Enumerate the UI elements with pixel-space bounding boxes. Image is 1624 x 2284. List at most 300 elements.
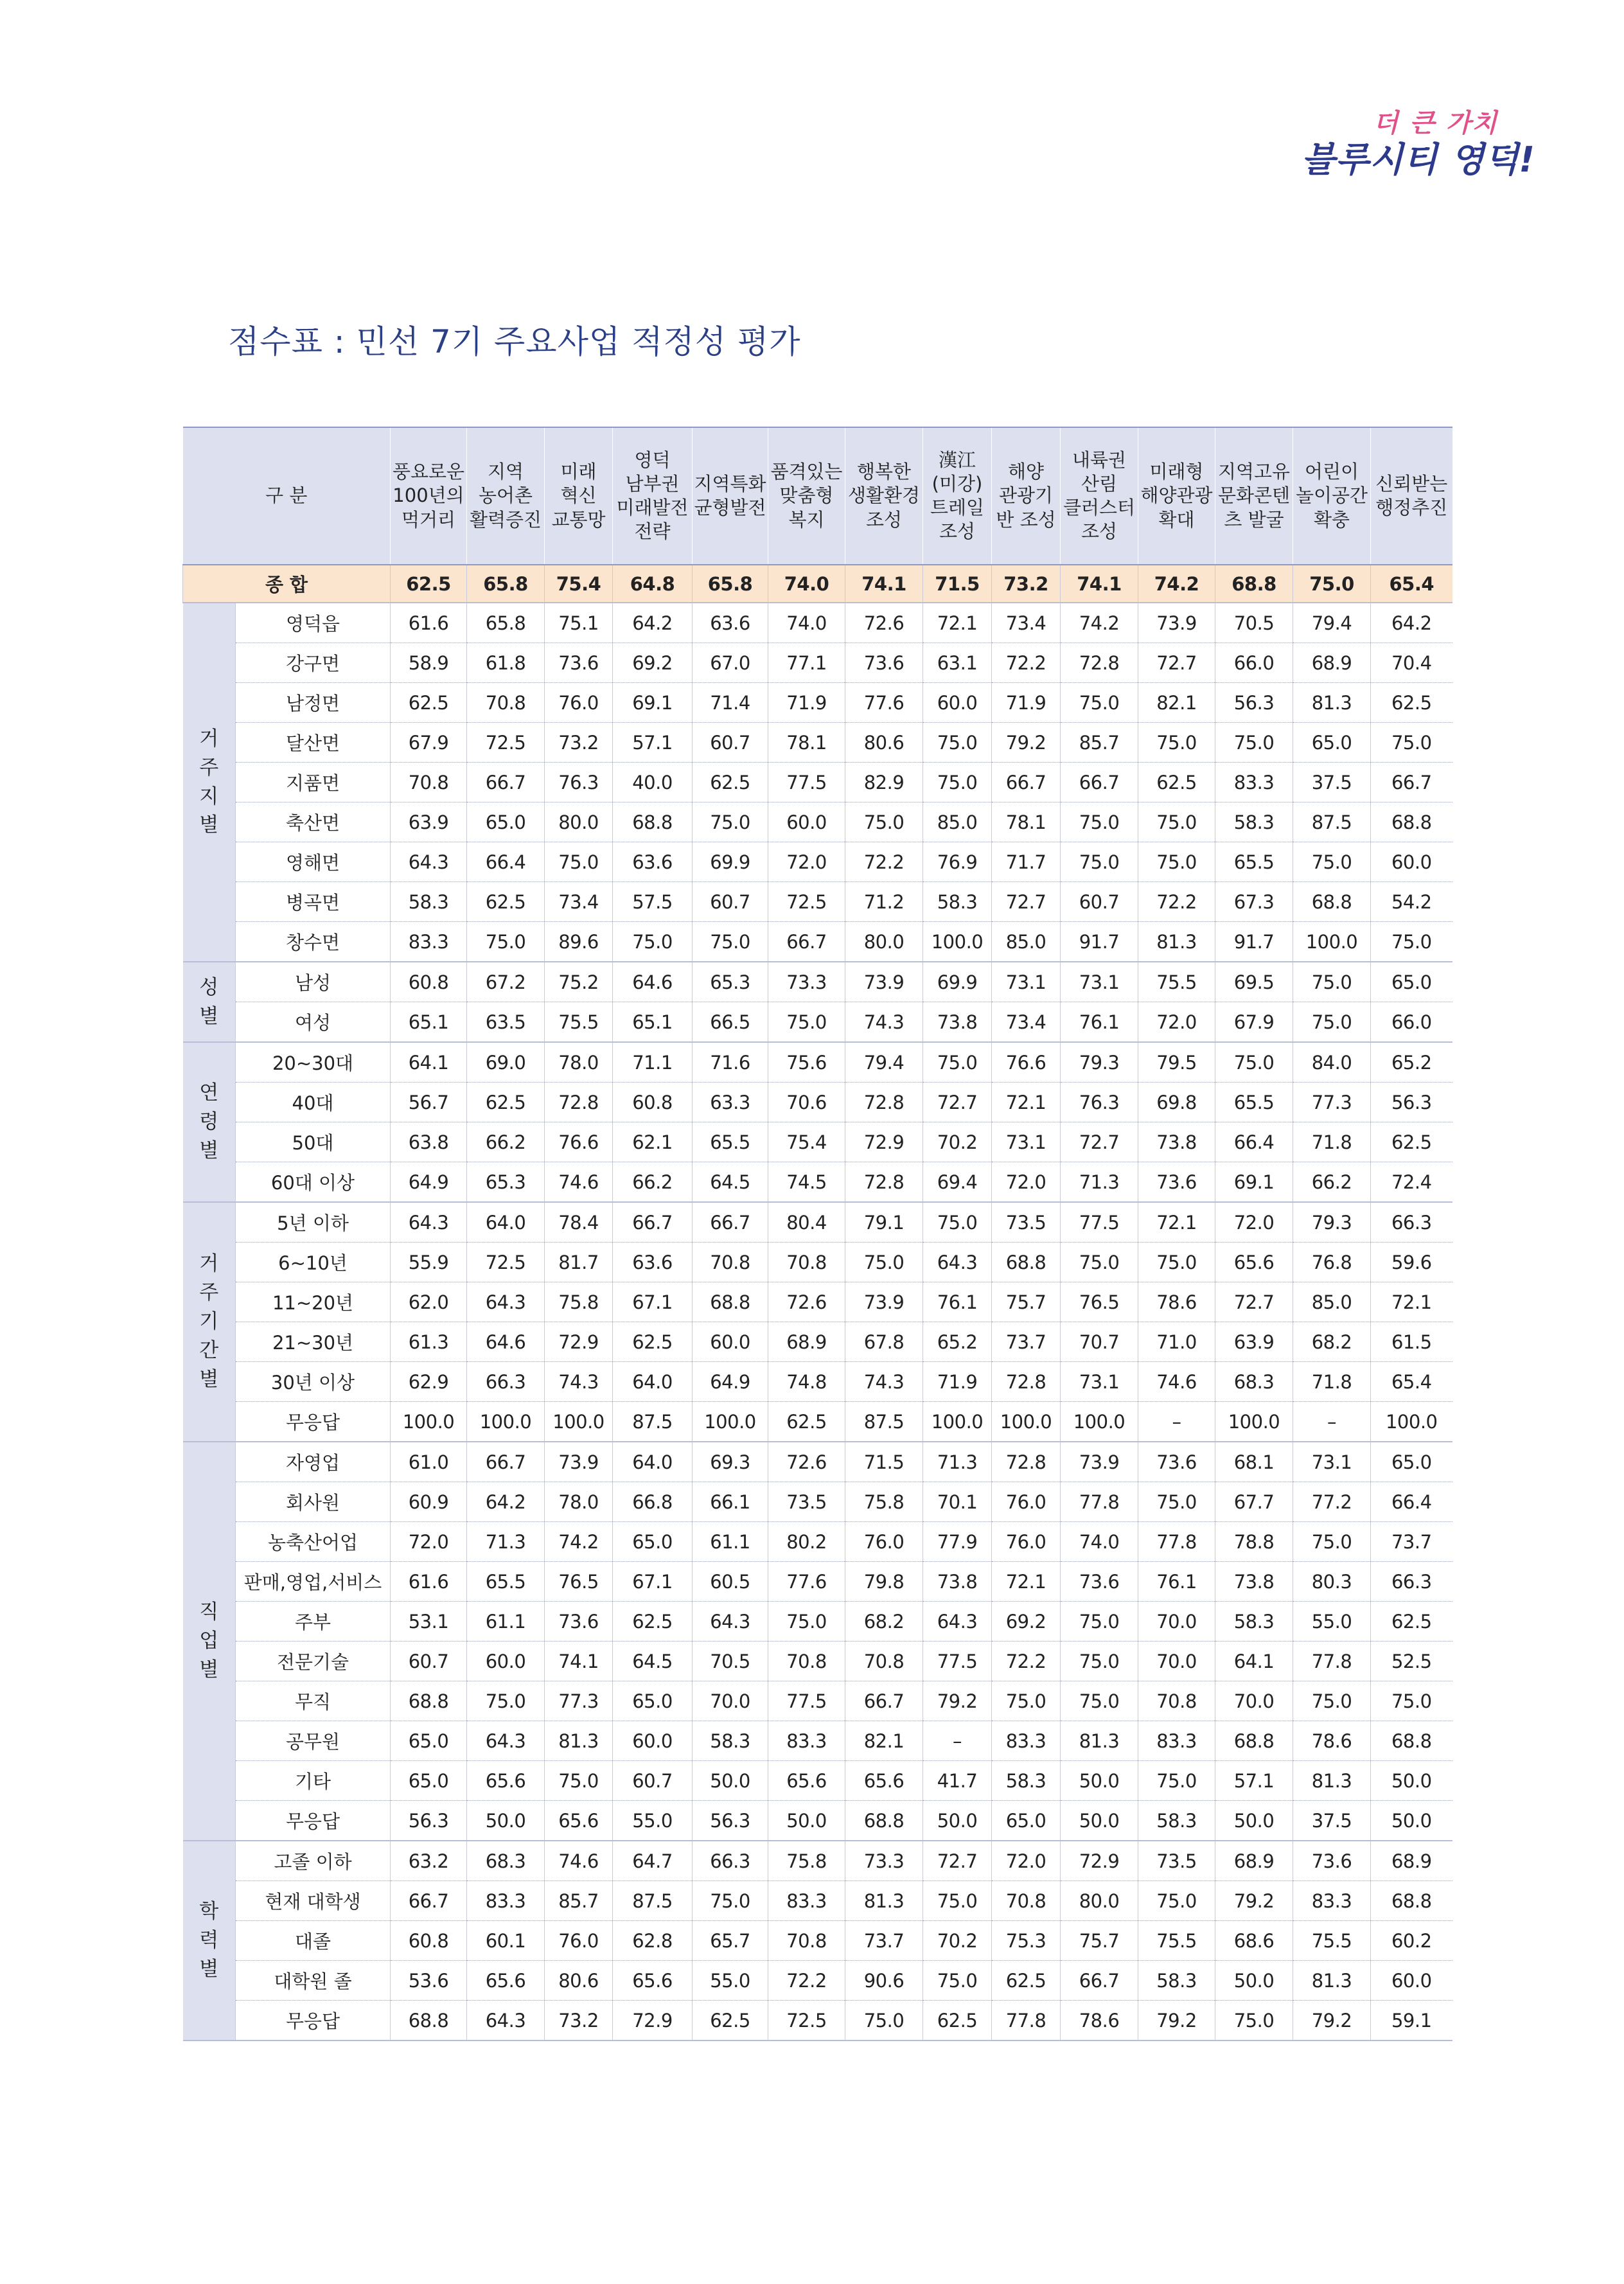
score-cell: 72.5 <box>768 882 845 922</box>
score-cell: 75.8 <box>845 1482 923 1522</box>
score-cell: 66.0 <box>1215 643 1293 683</box>
score-cell: 73.5 <box>992 1202 1061 1243</box>
score-cell: 72.9 <box>613 2001 693 2041</box>
score-cell: 53.6 <box>391 1961 467 2001</box>
score-cell: 68.9 <box>1371 1841 1452 1881</box>
score-cell: 75.0 <box>1293 962 1371 1002</box>
table-row <box>183 1602 1452 1642</box>
score-cell: 64.3 <box>391 1202 467 1243</box>
score-cell: 79.4 <box>1293 603 1371 643</box>
score-cell: 75.0 <box>923 1881 992 1921</box>
score-cell: 79.4 <box>845 1042 923 1083</box>
score-cell: 69.4 <box>923 1162 992 1203</box>
score-cell: 60.0 <box>1371 842 1452 882</box>
row-label: 창수면 <box>236 922 391 962</box>
score-cell: 68.8 <box>845 1801 923 1841</box>
score-cell: 71.5 <box>845 1442 923 1482</box>
score-cell: 66.3 <box>467 1362 545 1402</box>
score-cell: 74.6 <box>1138 1362 1215 1402</box>
score-cell: 69.2 <box>992 1602 1061 1642</box>
score-cell: 82.1 <box>1138 683 1215 723</box>
score-cell: 83.3 <box>768 1881 845 1921</box>
score-cell: 82.1 <box>845 1721 923 1761</box>
score-cell: 64.3 <box>467 2001 545 2041</box>
score-cell: 37.5 <box>1293 763 1371 802</box>
row-label: 11~20년 <box>236 1282 391 1322</box>
table-row <box>183 1202 1452 1243</box>
total-value: 75.0 <box>1293 565 1371 603</box>
score-cell: 64.3 <box>467 1721 545 1761</box>
score-cell: 100.0 <box>693 1402 768 1442</box>
score-cell: 77.9 <box>923 1522 992 1562</box>
score-cell: 73.6 <box>845 643 923 683</box>
header-label-line: (미강) <box>931 472 983 495</box>
score-cell: 59.6 <box>1371 1243 1452 1282</box>
table-row <box>183 842 1452 882</box>
score-cell: 75.5 <box>1138 1921 1215 1961</box>
table-row <box>183 643 1452 683</box>
score-cell: 58.3 <box>1138 1961 1215 2001</box>
header-label-line: 반 조성 <box>996 508 1056 531</box>
score-cell: 75.0 <box>1138 1243 1215 1282</box>
header-label-line: 먹거리 <box>401 508 456 531</box>
score-cell: 72.2 <box>992 643 1061 683</box>
score-cell: 60.8 <box>391 962 467 1002</box>
score-cell: 65.0 <box>992 1801 1061 1841</box>
header-column-9 <box>992 427 1061 565</box>
score-cell: 64.0 <box>467 1202 545 1243</box>
table-row <box>183 1562 1452 1602</box>
row-label: 5년 이하 <box>236 1202 391 1243</box>
score-cell: 78.0 <box>545 1482 613 1522</box>
score-cell: 65.5 <box>1215 842 1293 882</box>
score-cell: 81.3 <box>845 1881 923 1921</box>
header-corner: 구 분 <box>183 427 391 565</box>
score-cell: 71.7 <box>992 842 1061 882</box>
score-cell: 62.5 <box>391 683 467 723</box>
score-cell: 62.5 <box>1371 683 1452 723</box>
score-cell: 73.4 <box>992 603 1061 643</box>
score-cell: 76.9 <box>923 842 992 882</box>
score-cell: 76.1 <box>923 1282 992 1322</box>
score-cell: 79.3 <box>1061 1042 1138 1083</box>
score-cell: 81.3 <box>1293 1961 1371 2001</box>
score-cell: 70.1 <box>923 1482 992 1522</box>
score-cell: 73.6 <box>1061 1562 1138 1602</box>
row-label: 현재 대학생 <box>236 1881 391 1921</box>
total-value: 74.2 <box>1138 565 1215 603</box>
score-cell: 75.0 <box>1061 1681 1138 1721</box>
score-cell: 75.0 <box>467 1681 545 1721</box>
score-cell: 60.9 <box>391 1482 467 1522</box>
score-cell: 60.0 <box>923 683 992 723</box>
score-cell: 73.3 <box>768 962 845 1002</box>
score-cell: 90.6 <box>845 1961 923 2001</box>
score-cell: 65.0 <box>467 802 545 842</box>
group-label-char: 업 <box>199 1629 219 1653</box>
score-cell: 73.4 <box>992 1002 1061 1043</box>
score-cell: 72.8 <box>992 1442 1061 1482</box>
score-cell: 75.0 <box>1293 842 1371 882</box>
score-cell: 62.5 <box>1371 1602 1452 1642</box>
score-cell: 68.8 <box>391 2001 467 2041</box>
score-cell: 81.3 <box>1293 683 1371 723</box>
score-cell: 81.3 <box>545 1721 613 1761</box>
score-cell: 65.6 <box>768 1761 845 1801</box>
header-column-8 <box>923 427 992 565</box>
total-value: 71.5 <box>923 565 992 603</box>
score-cell: 73.9 <box>1138 603 1215 643</box>
table-row <box>183 1442 1452 1482</box>
score-cell: 73.6 <box>545 643 613 683</box>
score-cell: 75.0 <box>1138 802 1215 842</box>
score-cell: 61.6 <box>391 1562 467 1602</box>
score-cell: 83.3 <box>768 1721 845 1761</box>
score-cell: 79.2 <box>1293 2001 1371 2041</box>
score-cell: 65.0 <box>1371 962 1452 1002</box>
score-cell: 72.7 <box>1061 1122 1138 1162</box>
score-cell: 67.8 <box>845 1322 923 1362</box>
score-cell: 65.6 <box>467 1961 545 2001</box>
score-cell: 77.5 <box>1061 1202 1138 1243</box>
group-label-char: 주 <box>199 756 219 779</box>
row-label: 병곡면 <box>236 882 391 922</box>
score-cell: 72.6 <box>768 1442 845 1482</box>
score-cell: 72.0 <box>1215 1202 1293 1243</box>
score-cell: 68.8 <box>391 1681 467 1721</box>
table-row <box>183 603 1452 643</box>
header-label-line: 해양관광 <box>1140 484 1213 507</box>
score-cell: 66.7 <box>1061 763 1138 802</box>
score-cell: 87.5 <box>613 1402 693 1442</box>
score-cell: 75.5 <box>1293 1921 1371 1961</box>
score-cell: 65.3 <box>693 962 768 1002</box>
score-cell: 62.5 <box>693 2001 768 2041</box>
score-cell: 75.0 <box>923 723 992 763</box>
score-cell: 72.0 <box>1138 1002 1215 1043</box>
group-label-char: 간 <box>199 1338 219 1362</box>
score-cell: 71.8 <box>1293 1362 1371 1402</box>
group-label-char: 별 <box>199 813 219 837</box>
score-cell: 74.6 <box>545 1841 613 1881</box>
score-cell: 74.3 <box>845 1002 923 1043</box>
score-cell: 67.9 <box>391 723 467 763</box>
table-row <box>183 1761 1452 1801</box>
score-cell: 71.9 <box>923 1362 992 1402</box>
row-label: 대학원 졸 <box>236 1961 391 2001</box>
total-value: 65.4 <box>1371 565 1452 603</box>
score-cell: 50.0 <box>467 1801 545 1841</box>
score-cell: 78.6 <box>1293 1721 1371 1761</box>
score-cell: 79.8 <box>845 1562 923 1602</box>
score-cell: 63.2 <box>391 1841 467 1881</box>
header-column-2 <box>467 427 545 565</box>
header-label-line: 놀이공간 <box>1295 484 1368 507</box>
header-row <box>183 427 1452 565</box>
row-label: 공무원 <box>236 1721 391 1761</box>
score-cell: 80.0 <box>1061 1881 1138 1921</box>
score-cell: 68.8 <box>1293 882 1371 922</box>
score-cell: 73.6 <box>1138 1162 1215 1203</box>
score-cell: 70.4 <box>1371 643 1452 683</box>
score-cell: 75.0 <box>1138 1761 1215 1801</box>
score-cell: 61.0 <box>391 1442 467 1482</box>
header-label-line: 농어촌 <box>478 484 533 507</box>
score-cell: 72.7 <box>992 882 1061 922</box>
score-cell: 64.3 <box>391 842 467 882</box>
score-cell: 61.1 <box>467 1602 545 1642</box>
score-cell: 75.0 <box>1293 1681 1371 1721</box>
score-cell: 72.1 <box>1371 1282 1452 1322</box>
table-row <box>183 802 1452 842</box>
table-row <box>183 1282 1452 1322</box>
score-cell: 66.3 <box>1371 1562 1452 1602</box>
score-cell: 62.5 <box>768 1402 845 1442</box>
score-cell: 75.7 <box>992 1282 1061 1322</box>
score-cell: 57.5 <box>613 882 693 922</box>
table-row <box>183 763 1452 802</box>
row-label: 고졸 이하 <box>236 1841 391 1881</box>
score-cell: 76.6 <box>545 1122 613 1162</box>
score-cell: 66.7 <box>391 1881 467 1921</box>
score-cell: 75.0 <box>1138 1482 1215 1522</box>
score-cell: 66.7 <box>467 763 545 802</box>
score-cell: 75.0 <box>1061 842 1138 882</box>
score-cell: 59.1 <box>1371 2001 1452 2041</box>
score-cell: 50.0 <box>768 1801 845 1841</box>
header-column-6 <box>768 427 845 565</box>
row-label: 무응답 <box>236 2001 391 2041</box>
score-cell: 76.6 <box>992 1042 1061 1083</box>
header-column-3 <box>545 427 613 565</box>
group-label-char: 직 <box>199 1600 219 1624</box>
score-cell: 67.3 <box>1215 882 1293 922</box>
score-cell: 74.0 <box>768 603 845 643</box>
score-cell: 72.5 <box>467 723 545 763</box>
score-cell: 64.2 <box>467 1482 545 1522</box>
score-cell: 61.1 <box>693 1522 768 1562</box>
score-cell: 71.9 <box>992 683 1061 723</box>
score-cell: 76.3 <box>545 763 613 802</box>
score-cell: 83.3 <box>467 1881 545 1921</box>
header-label-line: 내륙권 <box>1072 448 1127 471</box>
score-cell: 58.3 <box>1138 1801 1215 1841</box>
score-cell: 65.2 <box>1371 1042 1452 1083</box>
score-cell: 55.0 <box>693 1961 768 2001</box>
score-cell: 79.2 <box>992 723 1061 763</box>
score-cell: 65.3 <box>467 1162 545 1203</box>
score-cell: 63.6 <box>613 1243 693 1282</box>
score-cell: 75.0 <box>923 763 992 802</box>
score-cell: 75.0 <box>1371 922 1452 962</box>
row-label: 지품면 <box>236 763 391 802</box>
score-cell: 68.1 <box>1215 1442 1293 1482</box>
score-cell: 70.8 <box>768 1243 845 1282</box>
score-cell: 72.8 <box>545 1083 613 1122</box>
header-label-line: 전략 <box>634 520 671 543</box>
score-cell: 62.5 <box>467 882 545 922</box>
score-cell: 73.7 <box>845 1921 923 1961</box>
score-table-container <box>182 427 1452 2041</box>
score-cell: 75.0 <box>923 1961 992 2001</box>
score-cell: 78.1 <box>992 802 1061 842</box>
score-cell: 64.6 <box>467 1322 545 1362</box>
header-label-line: 조성 <box>865 508 903 531</box>
score-cell: 81.3 <box>1138 922 1215 962</box>
score-cell: 66.7 <box>1061 1961 1138 2001</box>
score-cell: 83.3 <box>391 922 467 962</box>
header-column-1 <box>391 427 467 565</box>
score-cell: 83.3 <box>992 1721 1061 1761</box>
total-value: 74.1 <box>845 565 923 603</box>
score-cell: 79.1 <box>845 1202 923 1243</box>
logo-line-2: 블루시티 영덕! <box>1301 139 1535 180</box>
score-cell: 69.1 <box>1215 1162 1293 1203</box>
score-cell: 50.0 <box>693 1761 768 1801</box>
score-cell: 64.2 <box>1371 603 1452 643</box>
header-label-line: 산림 <box>1081 472 1118 495</box>
score-cell: 69.2 <box>613 643 693 683</box>
score-cell: 70.0 <box>1138 1642 1215 1681</box>
row-label: 남정면 <box>236 683 391 723</box>
score-cell: 71.1 <box>613 1042 693 1083</box>
score-cell: 72.2 <box>992 1642 1061 1681</box>
score-cell: 75.0 <box>693 802 768 842</box>
score-cell: 40.0 <box>613 763 693 802</box>
score-cell: 67.7 <box>1215 1482 1293 1522</box>
score-cell: 79.5 <box>1138 1042 1215 1083</box>
header-column-11 <box>1138 427 1215 565</box>
score-cell: 72.6 <box>845 603 923 643</box>
score-cell: 72.1 <box>992 1562 1061 1602</box>
score-cell: 68.8 <box>613 802 693 842</box>
row-label: 무직 <box>236 1681 391 1721</box>
score-cell: 75.1 <box>545 603 613 643</box>
group-label-char: 연 <box>199 1081 219 1105</box>
score-cell: 64.1 <box>391 1042 467 1083</box>
score-cell: 66.4 <box>467 842 545 882</box>
score-cell: 63.9 <box>391 802 467 842</box>
score-cell: 50.0 <box>1215 1801 1293 1841</box>
header-label-line: 행복한 <box>856 461 912 483</box>
score-cell: 72.7 <box>1215 1282 1293 1322</box>
score-cell: 62.1 <box>613 1122 693 1162</box>
row-label: 대졸 <box>236 1921 391 1961</box>
score-cell: 65.4 <box>1371 1362 1452 1402</box>
table-row <box>183 1482 1452 1522</box>
score-cell: 52.5 <box>1371 1642 1452 1681</box>
score-cell: 63.3 <box>693 1083 768 1122</box>
score-cell: 66.7 <box>693 1202 768 1243</box>
score-cell: 37.5 <box>1293 1801 1371 1841</box>
score-cell: 72.8 <box>845 1162 923 1203</box>
score-cell: 72.1 <box>923 603 992 643</box>
score-cell: 100.0 <box>1293 922 1371 962</box>
row-label: 축산면 <box>236 802 391 842</box>
score-cell: 79.2 <box>1138 2001 1215 2041</box>
score-cell: 77.8 <box>1138 1522 1215 1562</box>
score-cell: 75.0 <box>923 1042 992 1083</box>
score-cell: 66.7 <box>768 922 845 962</box>
score-cell: 65.0 <box>391 1761 467 1801</box>
score-cell: 73.9 <box>845 962 923 1002</box>
score-cell: 65.7 <box>693 1921 768 1961</box>
score-cell: 75.3 <box>992 1921 1061 1961</box>
score-cell: – <box>1138 1402 1215 1442</box>
header-label-line: 남부권 <box>625 472 680 495</box>
score-cell: 60.0 <box>467 1642 545 1681</box>
group-label <box>183 962 236 1042</box>
score-cell: 75.0 <box>1215 2001 1293 2041</box>
score-cell: 71.3 <box>467 1522 545 1562</box>
score-cell: 54.2 <box>1371 882 1452 922</box>
score-cell: 66.7 <box>613 1202 693 1243</box>
score-cell: 75.0 <box>923 1202 992 1243</box>
header-label-line: 미래발전 <box>616 497 689 518</box>
score-cell: 83.3 <box>1293 1881 1371 1921</box>
score-cell: 80.2 <box>768 1522 845 1562</box>
score-cell: 68.3 <box>1215 1362 1293 1402</box>
score-cell: 55.0 <box>613 1801 693 1841</box>
score-cell: 50.0 <box>1371 1761 1452 1801</box>
score-cell: 72.1 <box>992 1083 1061 1122</box>
score-cell: 80.6 <box>845 723 923 763</box>
score-cell: 50.0 <box>923 1801 992 1841</box>
score-cell: 64.3 <box>693 1602 768 1642</box>
score-cell: 50.0 <box>1061 1801 1138 1841</box>
score-cell: 60.7 <box>613 1761 693 1801</box>
score-cell: 75.0 <box>1215 723 1293 763</box>
score-cell: 91.7 <box>1061 922 1138 962</box>
score-cell: 75.0 <box>1061 802 1138 842</box>
total-value: 73.2 <box>992 565 1061 603</box>
score-cell: 72.5 <box>467 1243 545 1282</box>
score-cell: 66.7 <box>992 763 1061 802</box>
score-cell: 77.6 <box>845 683 923 723</box>
header-label-line: 관광기 <box>998 484 1054 507</box>
header-column-5 <box>693 427 768 565</box>
row-label: 남성 <box>236 962 391 1002</box>
header-label-line: 조성 <box>1081 520 1118 543</box>
score-cell: 65.8 <box>467 603 545 643</box>
score-cell: 72.6 <box>768 1282 845 1322</box>
header-label-line: 확충 <box>1313 508 1350 531</box>
score-cell: 77.1 <box>768 643 845 683</box>
score-cell: 72.8 <box>845 1083 923 1122</box>
score-cell: 79.3 <box>1293 1202 1371 1243</box>
score-cell: 75.0 <box>545 1761 613 1801</box>
score-cell: 87.5 <box>1293 802 1371 842</box>
score-cell: 64.6 <box>613 962 693 1002</box>
score-cell: 77.6 <box>768 1562 845 1602</box>
score-cell: 56.3 <box>1215 683 1293 723</box>
score-cell: 73.8 <box>923 1002 992 1043</box>
score-cell: 72.0 <box>992 1162 1061 1203</box>
score-cell: 50.0 <box>1215 1961 1293 2001</box>
score-cell: 61.3 <box>391 1322 467 1362</box>
table-row <box>183 1522 1452 1562</box>
score-cell: 64.3 <box>467 1282 545 1322</box>
score-cell: 74.2 <box>545 1522 613 1562</box>
score-cell: 80.3 <box>1293 1562 1371 1602</box>
score-cell: 68.8 <box>1371 1881 1452 1921</box>
score-cell: 73.9 <box>845 1282 923 1322</box>
score-cell: 65.5 <box>693 1122 768 1162</box>
score-cell: 70.2 <box>923 1122 992 1162</box>
score-cell: 68.8 <box>1215 1721 1293 1761</box>
header-label-line: 클러스터 <box>1063 497 1136 518</box>
score-cell: 68.9 <box>1215 1841 1293 1881</box>
